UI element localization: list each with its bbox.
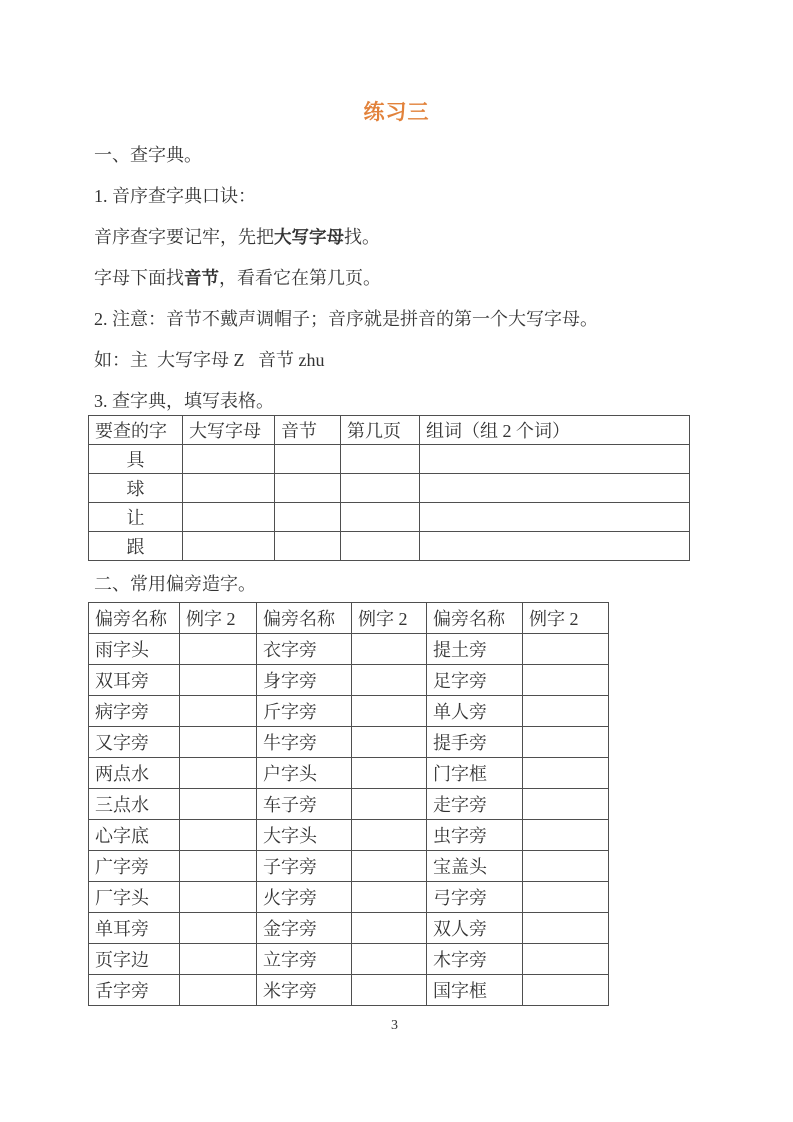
table-cell-empty bbox=[180, 789, 257, 820]
table-cell-empty bbox=[183, 445, 275, 474]
table-cell-empty bbox=[352, 696, 427, 727]
table-header-row bbox=[89, 603, 609, 634]
table-cell-empty bbox=[183, 503, 275, 532]
table-cell-empty bbox=[523, 634, 609, 665]
table-cell: 身字旁 bbox=[257, 665, 352, 696]
table-cell-empty bbox=[275, 474, 341, 503]
table-cell: 雨字头 bbox=[89, 634, 180, 665]
page-number: 3 bbox=[391, 1018, 398, 1033]
table-cell: 米字旁 bbox=[257, 975, 352, 1006]
table-cell: 又字旁 bbox=[89, 727, 180, 758]
table-cell: 球 bbox=[89, 474, 183, 503]
table-cell-empty bbox=[341, 532, 420, 561]
table-cell-empty bbox=[352, 851, 427, 882]
column-header: 音节 bbox=[275, 416, 341, 445]
table-cell: 厂字头 bbox=[89, 882, 180, 913]
table-cell: 单耳旁 bbox=[89, 913, 180, 944]
table-cell: 宝盖头 bbox=[427, 851, 523, 882]
table-cell-empty bbox=[275, 532, 341, 561]
table-row bbox=[89, 532, 690, 561]
table-cell-empty bbox=[523, 913, 609, 944]
table-cell-empty bbox=[180, 944, 257, 975]
table-cell: 单人旁 bbox=[427, 696, 523, 727]
table-cell: 走字旁 bbox=[427, 789, 523, 820]
table-cell: 足字旁 bbox=[427, 665, 523, 696]
table-cell: 提土旁 bbox=[427, 634, 523, 665]
table-cell: 三点水 bbox=[89, 789, 180, 820]
column-header: 例字 2 bbox=[352, 603, 427, 634]
table-row bbox=[89, 913, 609, 944]
table-cell-empty bbox=[523, 882, 609, 913]
rhyme1-post: 找。 bbox=[344, 227, 380, 247]
table-cell: 弓字旁 bbox=[427, 882, 523, 913]
table-cell-empty bbox=[352, 789, 427, 820]
table-cell-empty bbox=[341, 503, 420, 532]
table-cell: 车子旁 bbox=[257, 789, 352, 820]
section1-item2: 2. 注意：音节不戴声调帽子；音序就是拼音的第一个大写字母。 bbox=[94, 309, 598, 329]
rhyme2-post: ，看看它在第几页。 bbox=[219, 268, 381, 288]
column-header: 要查的字 bbox=[89, 416, 183, 445]
rhyme2-pre: 字母下面找 bbox=[94, 268, 184, 288]
table-cell: 提手旁 bbox=[427, 727, 523, 758]
table-cell-empty bbox=[180, 696, 257, 727]
table-cell: 衣字旁 bbox=[257, 634, 352, 665]
table-cell: 心字底 bbox=[89, 820, 180, 851]
table-cell: 火字旁 bbox=[257, 882, 352, 913]
table-cell: 跟 bbox=[89, 532, 183, 561]
rhyme-line-1 bbox=[94, 227, 723, 248]
table-cell: 具 bbox=[89, 445, 183, 474]
table-cell: 国字框 bbox=[427, 975, 523, 1006]
table-cell-empty bbox=[352, 944, 427, 975]
table-cell: 大字头 bbox=[257, 820, 352, 851]
table-row bbox=[89, 445, 690, 474]
table-cell-empty bbox=[420, 503, 690, 532]
table-row bbox=[89, 882, 609, 913]
table-cell-empty bbox=[183, 474, 275, 503]
page-content bbox=[94, 145, 723, 1034]
table-cell-empty bbox=[180, 913, 257, 944]
table-cell-empty bbox=[180, 727, 257, 758]
section1-example: 如：主 大写字母 Z 音节 zhu bbox=[94, 350, 325, 370]
table-cell-empty bbox=[180, 820, 257, 851]
table-cell-empty bbox=[341, 445, 420, 474]
table-row bbox=[89, 975, 609, 1006]
table-cell: 户字头 bbox=[257, 758, 352, 789]
table-cell-empty bbox=[420, 532, 690, 561]
table-cell-empty bbox=[352, 665, 427, 696]
section1-heading: 一、查字典。 bbox=[94, 145, 202, 165]
table-cell-empty bbox=[275, 503, 341, 532]
table-cell-empty bbox=[352, 975, 427, 1006]
table-cell: 让 bbox=[89, 503, 183, 532]
rhyme1-bold: 大写字母 bbox=[274, 227, 344, 247]
dictionary-lookup-table bbox=[88, 415, 690, 561]
page-title: 练习三 bbox=[363, 101, 430, 124]
table-cell: 木字旁 bbox=[427, 944, 523, 975]
rhyme2-bold: 音节 bbox=[184, 268, 219, 288]
table-cell-empty bbox=[352, 634, 427, 665]
rhyme-line-2 bbox=[94, 268, 723, 289]
table-row bbox=[89, 758, 609, 789]
table-cell-empty bbox=[180, 634, 257, 665]
table-cell: 两点水 bbox=[89, 758, 180, 789]
table-cell-empty bbox=[275, 445, 341, 474]
table-cell-empty bbox=[420, 445, 690, 474]
table-cell-empty bbox=[180, 665, 257, 696]
table-cell-empty bbox=[523, 696, 609, 727]
table-cell: 虫字旁 bbox=[427, 820, 523, 851]
table-row bbox=[89, 503, 690, 532]
table-cell: 门字框 bbox=[427, 758, 523, 789]
table-cell-empty bbox=[341, 474, 420, 503]
column-header: 第几页 bbox=[341, 416, 420, 445]
table-cell-empty bbox=[523, 727, 609, 758]
table-cell-empty bbox=[183, 532, 275, 561]
table-row bbox=[89, 696, 609, 727]
table-row bbox=[89, 634, 609, 665]
table-row bbox=[89, 474, 690, 503]
table-cell-empty bbox=[523, 944, 609, 975]
table-cell-empty bbox=[180, 882, 257, 913]
table-cell-empty bbox=[523, 665, 609, 696]
table-cell: 金字旁 bbox=[257, 913, 352, 944]
table-cell: 斤字旁 bbox=[257, 696, 352, 727]
table-cell: 页字边 bbox=[89, 944, 180, 975]
table-cell-empty bbox=[523, 820, 609, 851]
table-cell-empty bbox=[523, 851, 609, 882]
table-header-row bbox=[89, 416, 690, 445]
column-header: 例字 2 bbox=[523, 603, 609, 634]
section1-item3: 3. 查字典，填写表格。 bbox=[94, 391, 274, 411]
table-row bbox=[89, 851, 609, 882]
table-cell: 立字旁 bbox=[257, 944, 352, 975]
table-row bbox=[89, 789, 609, 820]
table-cell: 广字旁 bbox=[89, 851, 180, 882]
table-row bbox=[89, 665, 609, 696]
table-cell: 病字旁 bbox=[89, 696, 180, 727]
column-header: 偏旁名称 bbox=[427, 603, 523, 634]
table-cell-empty bbox=[352, 758, 427, 789]
column-header: 大写字母 bbox=[183, 416, 275, 445]
table-cell: 牛字旁 bbox=[257, 727, 352, 758]
table-cell: 舌字旁 bbox=[89, 975, 180, 1006]
table-cell: 双人旁 bbox=[427, 913, 523, 944]
column-header: 偏旁名称 bbox=[89, 603, 180, 634]
table-cell: 子字旁 bbox=[257, 851, 352, 882]
section1-item1: 1. 音序查字典口诀： bbox=[94, 186, 256, 206]
section2-heading: 二、常用偏旁造字。 bbox=[94, 574, 256, 594]
table-cell: 双耳旁 bbox=[89, 665, 180, 696]
table-cell-empty bbox=[352, 913, 427, 944]
table-cell-empty bbox=[180, 851, 257, 882]
table-cell-empty bbox=[180, 758, 257, 789]
column-header: 偏旁名称 bbox=[257, 603, 352, 634]
table-cell-empty bbox=[523, 975, 609, 1006]
table-cell-empty bbox=[523, 789, 609, 820]
table-cell-empty bbox=[352, 727, 427, 758]
table-row bbox=[89, 727, 609, 758]
table-cell-empty bbox=[523, 758, 609, 789]
table-cell-empty bbox=[352, 820, 427, 851]
table-cell-empty bbox=[352, 882, 427, 913]
column-header: 例字 2 bbox=[180, 603, 257, 634]
radicals-table bbox=[88, 602, 609, 1006]
table-cell-empty bbox=[420, 474, 690, 503]
table-row bbox=[89, 820, 609, 851]
table-row bbox=[89, 944, 609, 975]
rhyme1-pre: 音序查字要记牢，先把 bbox=[94, 227, 274, 247]
table-cell-empty bbox=[180, 975, 257, 1006]
column-header: 组词（组 2 个词） bbox=[420, 416, 690, 445]
